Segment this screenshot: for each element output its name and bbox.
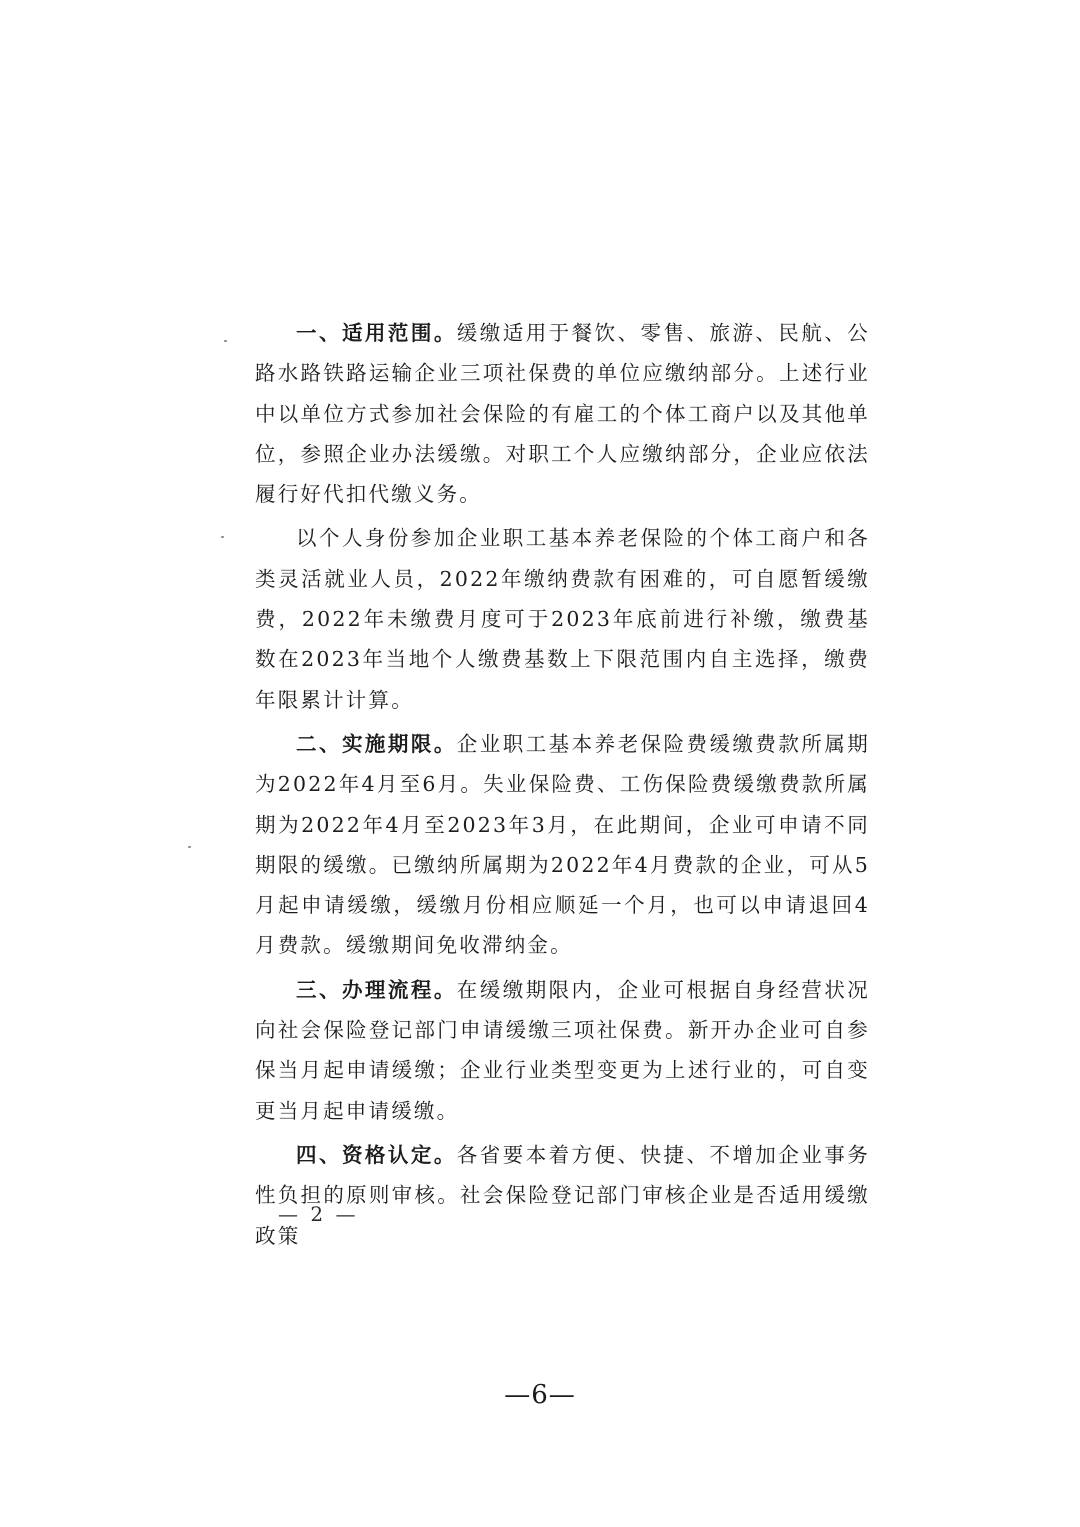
paragraph-text: 企业职工基本养老保险费缓缴费款所属期为2022年4月至6月。失业保险费、工伤保险费缓缴费款所属期为2022年4月至2023年3月，在此期间，企业可申请不同期限的缓缴。已缴纳所属期为2022年4月费款的企业，可从5月起申请缓缴，缓缴月份相应顺延一个月，也可以申请退回4月费款。缓缴期间免收滞纳金。 — [255, 731, 870, 958]
paragraph-period — [255, 724, 870, 966]
paragraph-text: 在缓缴期限内，企业可根据自身经营状况向社会保险登记部门申请缓缴三项社保费。新开办企业可自参保当月起申请缓缴；企业行业类型变更为上述行业的，可自变更当月起申请缓缴。 — [255, 977, 870, 1123]
paragraph-scope — [255, 313, 870, 514]
section-heading-qualification: 四、资格认定。 — [296, 1142, 457, 1167]
section-heading-period: 二、实施期限。 — [296, 731, 457, 756]
outer-page-number: —6— — [504, 1380, 576, 1410]
scan-speck — [224, 340, 227, 342]
paragraph-individual — [255, 518, 870, 719]
scan-speck — [188, 846, 191, 848]
paragraph-text: 以个人身份参加企业职工基本养老保险的个体工商户和各类灵活就业人员，2022年缴纳费款有困难的，可自愿暂缓缴费，2022年未缴费月度可于2023年底前进行补缴，缴费基数在2023年当地个人缴费基数上下限范围内自主选择，缴费年限累计计算。 — [255, 526, 870, 712]
scan-speck — [221, 536, 224, 538]
paragraph-process — [255, 970, 870, 1131]
body-text — [255, 313, 870, 1260]
inner-page-number: — 2 — — [278, 1202, 359, 1226]
paragraph-text: 各省要本着方便、快捷、不增加企业事务性负担的原则审核。社会保险登记部门审核企业是否适用缓缴政策 — [255, 1142, 870, 1248]
paragraph-qualification — [255, 1135, 870, 1256]
section-heading-process: 三、办理流程。 — [296, 977, 457, 1002]
section-heading-scope: 一、适用范围。 — [296, 321, 457, 345]
paragraph-text: 缓缴适用于餐饮、零售、旅游、民航、公路水路铁路运输企业三项社保费的单位应缴纳部分。上述行业中以单位方式参加社会保险的有雇工的个体工商户以及其他单位，参照企业办法缓缴。对职工个人应缴纳部分，企业应依法履行好代扣代缴义务。 — [255, 321, 870, 507]
